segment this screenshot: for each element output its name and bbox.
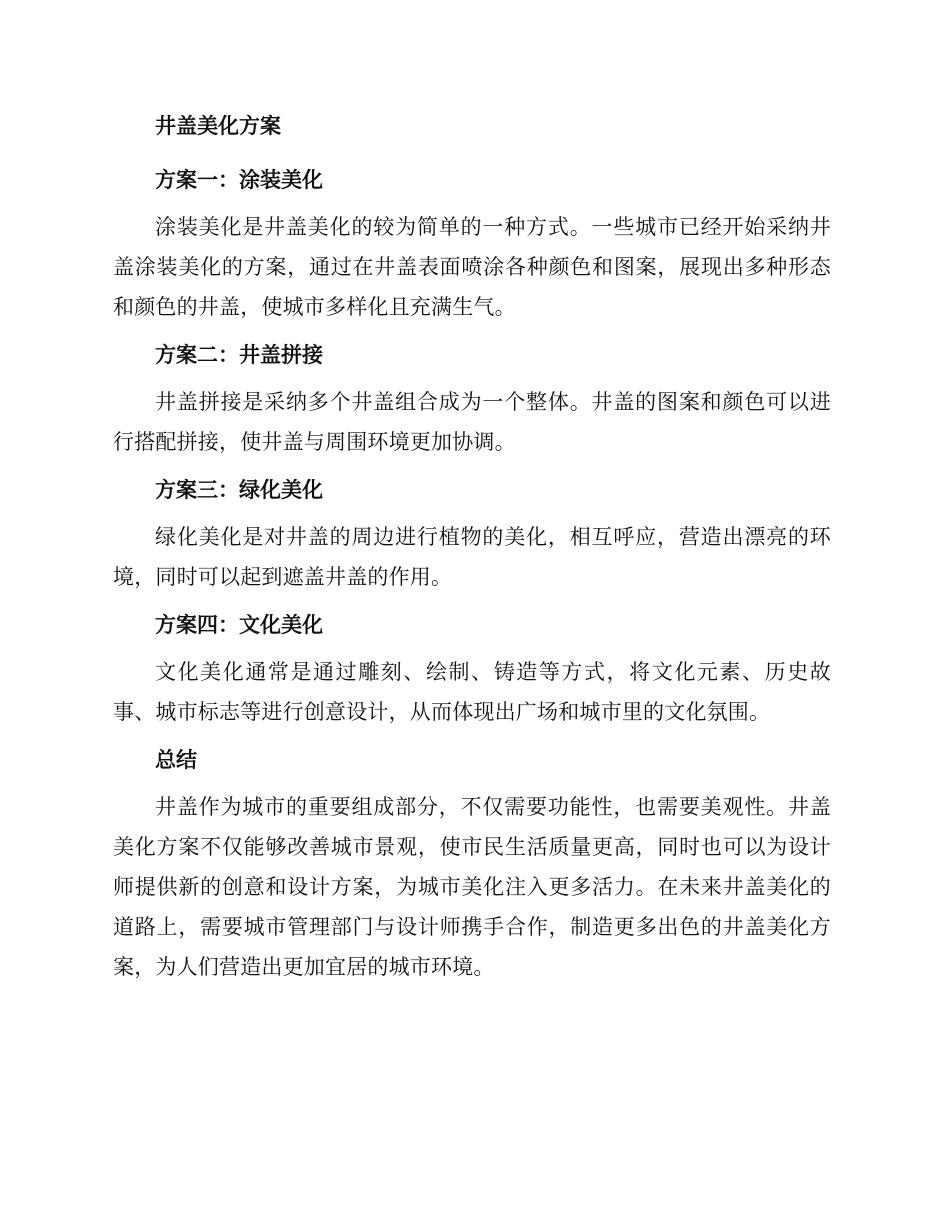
section-heading-3: 方案三：绿化美化: [155, 478, 323, 502]
section-body-2: 井盖拼接是采纳多个井盖组合成为一个整体。井盖的图案和颜色可以进行搭配拼接，使井盖与周围环境更加协调。: [113, 390, 831, 454]
section-body-4: 文化美化通常是通过雕刻、绘制、铸造等方式，将文化元素、历史故事、城市标志等进行创意设计，从而体现出广场和城市里的文化氛围。: [113, 660, 831, 724]
section-heading-2: 方案二：井盖拼接: [155, 343, 323, 367]
summary-heading: 总结: [155, 748, 197, 772]
section-heading-4: 方案四：文化美化: [155, 613, 323, 637]
summary-body: 井盖作为城市的重要组成部分，不仅需要功能性，也需要美观性。井盖美化方案不仅能够改善城市景观，使市民生活质量更高，同时也可以为设计师提供新的创意和设计方案，为城市美化注入更多活力。在未来井盖美化的道路上，需要城市管理部门与设计师携手合作，制造更多出色的井盖美化方案，为人们营造出更加宜居的城市环境。: [113, 795, 831, 979]
document-title: 井盖美化方案: [155, 114, 281, 138]
section-body-1: 涂装美化是井盖美化的较为简单的一种方式。一些城市已经开始采纳井盖涂装美化的方案，通过在井盖表面喷涂各种颜色和图案，展现出多种形态和颜色的井盖，使城市多样化且充满生气。: [113, 215, 831, 319]
document-page: [113, 106, 831, 995]
section-body-3: 绿化美化是对井盖的周边进行植物的美化，相互呼应，营造出漂亮的环境，同时可以起到遮盖井盖的作用。: [113, 525, 831, 589]
section-heading-1: 方案一：涂装美化: [155, 168, 323, 192]
